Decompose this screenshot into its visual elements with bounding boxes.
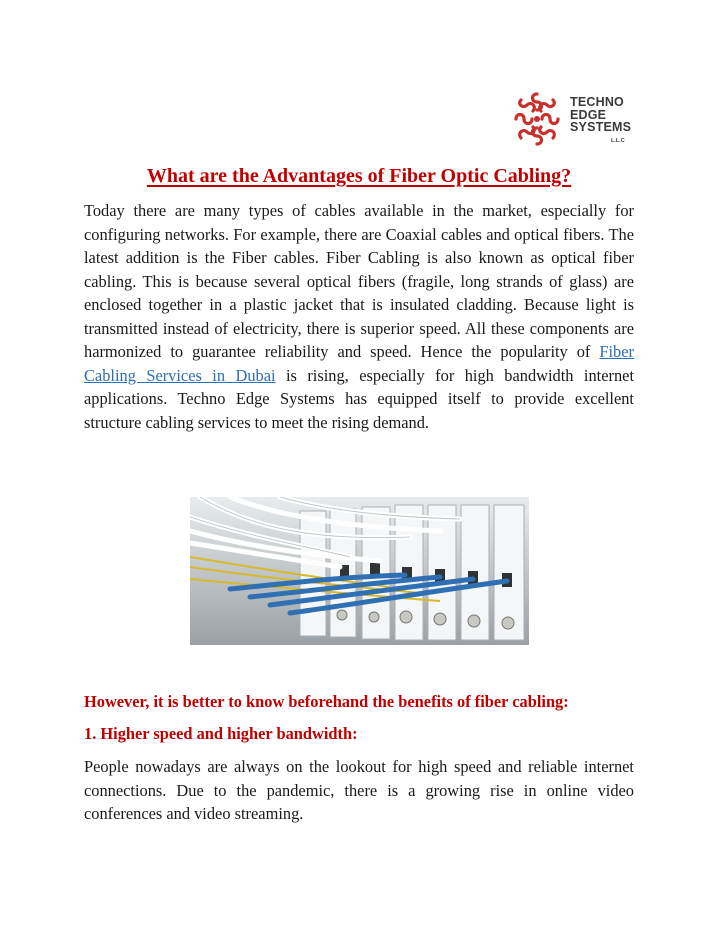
intro-paragraph [84, 199, 634, 434]
intro-text-start: Today there are many types of cables available in the market, especially for configuring networks. For example, there are Coaxial cables and optical fibers. The latest addition is the Fiber cables. Fiber Cabling is also known as optical fiber cabling. This is because several optical fibers (fragile, long strands of glass) are enclosed together in a plastic jacket that is insulated cladding. Because light is transmitted instead of electricity, there is superior speed. All these components are harmonized to guarantee reliability and speed. Hence the popularity of [84, 201, 634, 361]
logo-line-2: EDGE [570, 107, 607, 122]
point-1-paragraph: People nowadays are always on the lookout for high speed and reliable internet connections. Due to the pandemic, there is a growing rise in online video conferences and video streaming. [84, 757, 634, 823]
logo-line-1: TECHNO [570, 95, 624, 109]
benefits-heading: However, it is better to know beforehand the benefits of fiber cabling: [84, 692, 569, 711]
fiber-cabling-services-link[interactable]: Fiber Cabling Services in Dubai [84, 342, 634, 385]
fiber-patch-panel-photo [190, 497, 529, 645]
intro-text-end: is rising, especially for high bandwidth internet applications. Techno Edge Systems has equipped itself to provide excellent structure cabling services to meet the rising demand. [84, 365, 634, 432]
article-title: What are the Advantages of Fiber Optic Cabling? [146, 165, 572, 187]
point-1-heading: 1. Higher speed and higher bandwidth: [84, 724, 358, 743]
logo-wordmark [570, 96, 631, 134]
logo-line-3: SYSTEMS [570, 120, 632, 134]
logo-suffix: L.L.C [611, 138, 625, 144]
company-logo [508, 88, 632, 150]
logo-mark-icon [508, 88, 566, 150]
